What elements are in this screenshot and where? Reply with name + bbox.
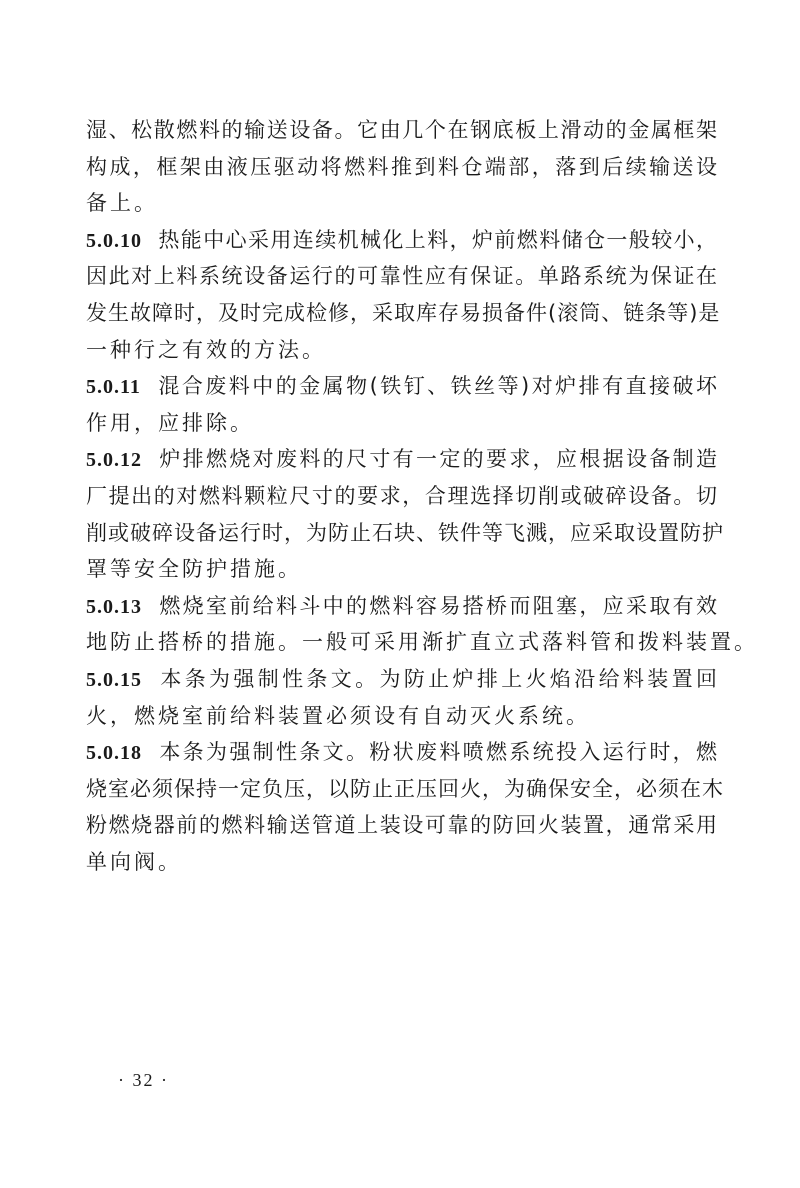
line-text: 备上。 (86, 191, 158, 216)
line-text: 罩等安全防护措施。 (86, 557, 302, 582)
text-line (86, 844, 718, 881)
line-text: 火，燃烧室前给料装置必须设有自动灭火系统。 (86, 703, 590, 728)
text-line (86, 441, 718, 478)
line-text: 热能中心采用连续机械化上料，炉前燃料储仓一般较小， (158, 227, 718, 252)
text-line (86, 807, 718, 844)
clause-number: 5.0.15 (86, 668, 142, 691)
text-line (86, 295, 721, 332)
line-text: 湿、松散燃料的输送设备。它由几个在钢底板上滑动的金属框架 (86, 118, 718, 142)
clause-5-0-10 (86, 222, 721, 368)
text-line (86, 624, 758, 661)
clause-5-0-18 (86, 734, 724, 880)
line-text: 本条为强制性条文。粉状废料喷燃系统投入运行时，燃 (158, 740, 718, 765)
line-text: 烧室必须保持一定负压，以防止正压回火，为确保安全，必须在木 (86, 776, 724, 801)
text-line (86, 588, 718, 625)
line-text: 厂提出的对燃料颗粒尺寸的要求，合理选择切削或破碎设备。切 (86, 483, 718, 508)
line-text: 地防止搭桥的措施。一般可采用渐扩直立式落料管和拨料装置。 (86, 630, 758, 655)
text-line (86, 222, 718, 259)
line-text: 因此对上料系统设备运行的可靠性应有保证。单路系统为保证在 (86, 264, 718, 289)
page-number: · 32 · (118, 1070, 169, 1090)
text-line (86, 734, 718, 771)
text-line (86, 478, 718, 515)
line-text: 炉排燃烧对废料的尺寸有一定的要求，应根据设备制造 (158, 447, 718, 472)
clause-5-0-11 (86, 368, 718, 441)
clause-number: 5.0.13 (86, 595, 142, 618)
text-line (86, 698, 718, 735)
text-line (86, 405, 718, 442)
line-text: 混合废料中的金属物(铁钉、铁丝等)对炉排有直接破坏 (156, 374, 718, 399)
clause-number: 5.0.10 (86, 229, 142, 252)
clause-number: 5.0.18 (86, 742, 142, 765)
text-line (86, 258, 718, 295)
text-line (86, 661, 718, 698)
clause-number: 5.0.11 (86, 376, 141, 399)
line-text: 削或破碎设备运行时，为防止石块、铁件等飞溅，应采取设置防护 (86, 520, 724, 545)
line-text: 发生故障时，及时完成检修，采取库存易损备件(滚筒、链条等)是 (86, 300, 721, 325)
clause-5-0-12 (86, 441, 724, 587)
text-line (86, 149, 718, 186)
text-line (86, 112, 718, 149)
clause-5-0-15 (86, 661, 718, 734)
text-line (86, 515, 724, 552)
clause-number: 5.0.12 (86, 449, 142, 472)
line-text: 粉燃烧器前的燃料输送管道上装设可靠的防回火装置，通常采用 (86, 813, 718, 838)
clause-5-0-13 (86, 588, 758, 661)
line-text: 单向阀。 (86, 849, 182, 874)
line-text: 燃烧室前给料斗中的燃料容易搭桥而阻塞，应采取有效 (158, 593, 718, 618)
line-text: 构成，框架由液压驱动将燃料推到料仓端部，落到后续输送设 (86, 154, 718, 179)
text-line (86, 771, 724, 808)
text-line (86, 185, 718, 222)
text-line (86, 332, 718, 369)
text-line (86, 551, 718, 588)
text-line (86, 368, 718, 405)
paragraph-continuation (86, 112, 718, 222)
line-text: 一种行之有效的方法。 (86, 337, 326, 362)
document-body (86, 112, 758, 880)
line-text: 作用，应排除。 (86, 410, 254, 435)
line-text: 本条为强制性条文。为防止炉排上火焰沿给料装置回 (158, 666, 718, 691)
